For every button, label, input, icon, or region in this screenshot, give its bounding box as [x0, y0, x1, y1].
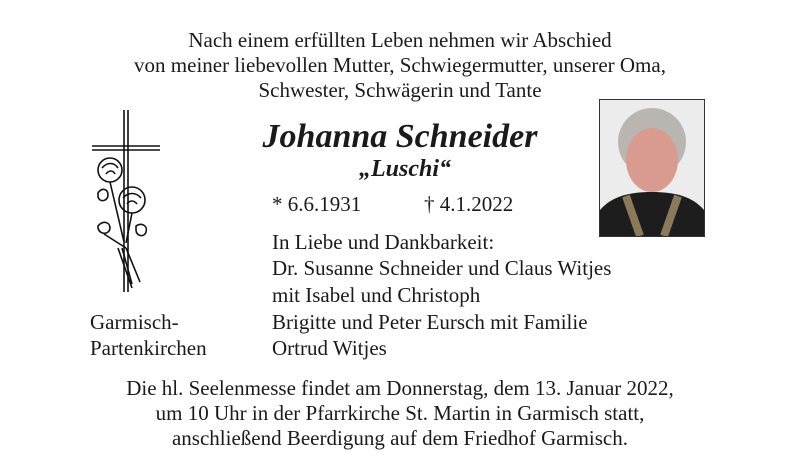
service-line: um 10 Uhr in der Pfarrkirche St. Martin in Garmisch statt,: [155, 401, 645, 425]
place-line: Garmisch-: [90, 310, 179, 334]
deceased-name: Johanna Schneider: [262, 118, 538, 155]
portrait-photo: [599, 99, 705, 237]
mourner-line: Brigitte und Peter Eursch mit Familie: [272, 310, 588, 334]
service-line: anschließend Beerdigung auf dem Friedhof Garmisch.: [171, 426, 629, 450]
mourner-line: In Liebe und Dankbarkeit:: [272, 230, 495, 254]
birth-date: * 6.6.1931: [272, 192, 362, 216]
service-line: Die hl. Seelenmesse findet am Donnerstag, dem 13. Januar 2022,: [126, 376, 674, 400]
mourner-line: Dr. Susanne Schneider und Claus Witjes: [272, 256, 612, 280]
place-line: Partenkirchen: [90, 336, 207, 360]
mourner-line: Ortrud Witjes: [272, 336, 387, 360]
intro-line: Nach einem erfüllten Leben nehmen wir Abschied: [188, 28, 612, 52]
mourner-line: mit Isabel und Christoph: [272, 283, 481, 307]
intro-line: Schwester, Schwägerin und Tante: [258, 78, 542, 102]
death-date: † 4.1.2022: [424, 192, 514, 216]
deceased-nickname: „Luschi“: [358, 156, 451, 182]
intro-line: von meiner liebevollen Mutter, Schwiegermutter, unserer Oma,: [134, 53, 666, 77]
